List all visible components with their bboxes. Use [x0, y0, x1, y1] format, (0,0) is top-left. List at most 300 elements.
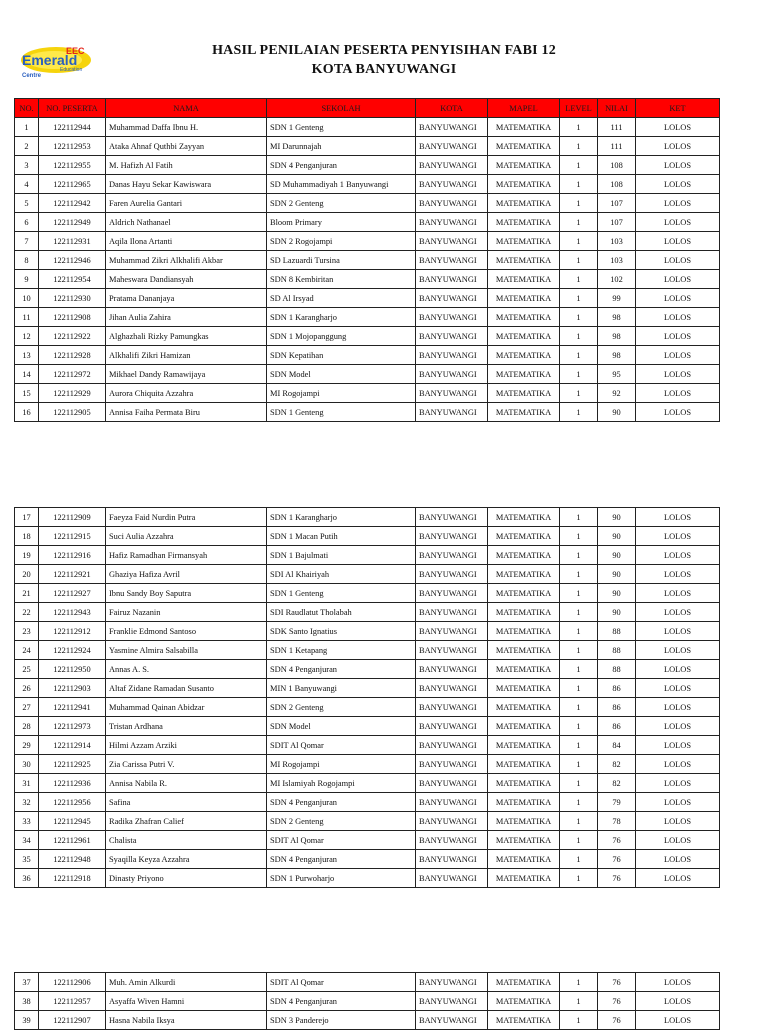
col-level-cell: 1 [560, 755, 598, 774]
col-level-cell: 1 [560, 194, 598, 213]
col-ket-cell: LOLOS [636, 717, 720, 736]
col-nama-header: NAMA [106, 99, 267, 118]
col-level-cell: 1 [560, 869, 598, 888]
col-no-cell: 7 [15, 232, 39, 251]
col-nama-cell: Jihan Aulia Zahira [106, 308, 267, 327]
col-mapel-cell: MATEMATIKA [488, 812, 560, 831]
col-sekolah-cell: SDI Raudlatut Tholabah [267, 603, 416, 622]
col-level-cell: 1 [560, 679, 598, 698]
col-nama-cell: Asyaffa Wiven Hamni [106, 992, 267, 1011]
col-no-peserta-cell: 122112924 [39, 641, 106, 660]
col-no-cell: 25 [15, 660, 39, 679]
col-kota-cell: BANYUWANGI [416, 660, 488, 679]
col-nilai-cell: 76 [598, 992, 636, 1011]
col-level-cell: 1 [560, 641, 598, 660]
col-no-cell: 35 [15, 850, 39, 869]
col-no-cell: 23 [15, 622, 39, 641]
table-row [15, 289, 720, 308]
col-nilai-cell: 103 [598, 232, 636, 251]
table-row [15, 698, 720, 717]
col-nama-cell: Annisa Nabila R. [106, 774, 267, 793]
col-no-peserta-cell: 122112972 [39, 365, 106, 384]
col-no-peserta-cell: 122112916 [39, 546, 106, 565]
col-nilai-cell: 111 [598, 137, 636, 156]
col-nama-cell: Ghaziya Hafiza Avril [106, 565, 267, 584]
col-nilai-header: NILAI [598, 99, 636, 118]
col-no-peserta-cell: 122112930 [39, 289, 106, 308]
col-no-peserta-cell: 122112928 [39, 346, 106, 365]
col-sekolah-cell: SDN 2 Genteng [267, 812, 416, 831]
col-level-cell: 1 [560, 365, 598, 384]
col-sekolah-cell: SDN 2 Rogojampi [267, 232, 416, 251]
table-row [15, 565, 720, 584]
col-ket-cell: LOLOS [636, 346, 720, 365]
col-ket-cell: LOLOS [636, 384, 720, 403]
logo-mark: EEC [66, 46, 85, 56]
col-ket-cell: LOLOS [636, 850, 720, 869]
col-nilai-cell: 107 [598, 213, 636, 232]
col-no-cell: 5 [15, 194, 39, 213]
col-no-peserta-cell: 122112950 [39, 660, 106, 679]
col-nama-cell: Alkhalifi Zikri Hamizan [106, 346, 267, 365]
col-nama-cell: Muhammad Daffa Ibnu H. [106, 118, 267, 137]
col-nilai-cell: 86 [598, 679, 636, 698]
col-no-peserta-cell: 122112944 [39, 118, 106, 137]
col-nama-cell: Chalista [106, 831, 267, 850]
col-kota-cell: BANYUWANGI [416, 973, 488, 992]
col-level-cell: 1 [560, 251, 598, 270]
col-mapel-cell: MATEMATIKA [488, 346, 560, 365]
col-mapel-cell: MATEMATIKA [488, 156, 560, 175]
table-row [15, 527, 720, 546]
col-kota-cell: BANYUWANGI [416, 603, 488, 622]
col-no-peserta-cell: 122112954 [39, 270, 106, 289]
table-row [15, 736, 720, 755]
col-ket-cell: LOLOS [636, 660, 720, 679]
col-mapel-cell: MATEMATIKA [488, 508, 560, 527]
col-nama-cell: Mikhael Dandy Ramawijaya [106, 365, 267, 384]
col-nama-cell: Tristan Ardhana [106, 717, 267, 736]
col-mapel-cell: MATEMATIKA [488, 660, 560, 679]
col-no-cell: 20 [15, 565, 39, 584]
col-no-peserta-cell: 122112953 [39, 137, 106, 156]
col-sekolah-cell: MI Darunnajah [267, 137, 416, 156]
col-nilai-cell: 90 [598, 565, 636, 584]
col-no-peserta-cell: 122112918 [39, 869, 106, 888]
col-nama-cell: Zia Carissa Putri V. [106, 755, 267, 774]
col-nilai-cell: 88 [598, 622, 636, 641]
col-nilai-cell: 90 [598, 546, 636, 565]
col-level-cell: 1 [560, 327, 598, 346]
col-kota-cell: BANYUWANGI [416, 137, 488, 156]
col-no-cell: 13 [15, 346, 39, 365]
col-ket-cell: LOLOS [636, 213, 720, 232]
col-mapel-cell: MATEMATIKA [488, 546, 560, 565]
table-row [15, 327, 720, 346]
table-row [15, 365, 720, 384]
col-sekolah-cell: SD Muhammadiyah 1 Banyuwangi [267, 175, 416, 194]
col-nilai-cell: 76 [598, 850, 636, 869]
col-ket-header: KET [636, 99, 720, 118]
col-kota-cell: BANYUWANGI [416, 869, 488, 888]
col-nama-cell: M. Hafizh Al Fatih [106, 156, 267, 175]
col-level-cell: 1 [560, 793, 598, 812]
col-no-peserta-cell: 122112906 [39, 973, 106, 992]
col-mapel-cell: MATEMATIKA [488, 270, 560, 289]
col-mapel-cell: MATEMATIKA [488, 622, 560, 641]
col-sekolah-cell: SDN 4 Penganjuran [267, 660, 416, 679]
logo-sub: Education [60, 67, 83, 73]
col-ket-cell: LOLOS [636, 698, 720, 717]
col-sekolah-cell: SDN 1 Genteng [267, 118, 416, 137]
table-row [15, 641, 720, 660]
col-nama-cell: Faeyza Faid Nurdin Putra [106, 508, 267, 527]
col-nilai-cell: 82 [598, 774, 636, 793]
col-mapel-cell: MATEMATIKA [488, 992, 560, 1011]
col-nama-cell: Annisa Faiha Permata Biru [106, 403, 267, 422]
col-mapel-cell: MATEMATIKA [488, 736, 560, 755]
col-kota-cell: BANYUWANGI [416, 118, 488, 137]
table-row [15, 774, 720, 793]
col-nilai-cell: 90 [598, 403, 636, 422]
col-sekolah-cell: SDN Kepatihan [267, 346, 416, 365]
col-nama-cell: Ataka Ahnaf Quthbi Zayyan [106, 137, 267, 156]
col-nilai-cell: 111 [598, 118, 636, 137]
table-row [15, 232, 720, 251]
col-no-peserta-cell: 122112965 [39, 175, 106, 194]
col-no-peserta-cell: 122112941 [39, 698, 106, 717]
col-kota-cell: BANYUWANGI [416, 812, 488, 831]
table-row [15, 992, 720, 1011]
col-kota-cell: BANYUWANGI [416, 755, 488, 774]
document-header [0, 0, 768, 98]
col-level-cell: 1 [560, 213, 598, 232]
col-sekolah-cell: SD Al Irsyad [267, 289, 416, 308]
col-ket-cell: LOLOS [636, 194, 720, 213]
col-kota-cell: BANYUWANGI [416, 508, 488, 527]
col-sekolah-cell: SDIT Al Qomar [267, 831, 416, 850]
col-level-cell: 1 [560, 831, 598, 850]
col-no-cell: 31 [15, 774, 39, 793]
table-row [15, 869, 720, 888]
col-sekolah-cell: SDN 1 Karangharjo [267, 508, 416, 527]
col-sekolah-cell: SDN 8 Kembiritan [267, 270, 416, 289]
col-ket-cell: LOLOS [636, 270, 720, 289]
col-sekolah-cell: MI Rogojampi [267, 384, 416, 403]
col-nama-cell: Aldrich Nathanael [106, 213, 267, 232]
results-table-3 [14, 972, 720, 1030]
table-row [15, 175, 720, 194]
col-level-cell: 1 [560, 270, 598, 289]
col-no-cell: 1 [15, 118, 39, 137]
col-kota-cell: BANYUWANGI [416, 308, 488, 327]
col-sekolah-cell: SDN 4 Penganjuran [267, 156, 416, 175]
col-no-cell: 2 [15, 137, 39, 156]
col-ket-cell: LOLOS [636, 831, 720, 850]
col-level-cell: 1 [560, 346, 598, 365]
col-no-peserta-cell: 122112907 [39, 1011, 106, 1030]
col-level-cell: 1 [560, 698, 598, 717]
col-sekolah-cell: SDN Model [267, 717, 416, 736]
results-table-1 [14, 98, 720, 422]
col-no-peserta-cell: 122112909 [39, 508, 106, 527]
col-ket-cell: LOLOS [636, 755, 720, 774]
col-mapel-cell: MATEMATIKA [488, 251, 560, 270]
table-row [15, 831, 720, 850]
col-sekolah-cell: SDK Santo Ignatius [267, 622, 416, 641]
table-row [15, 508, 720, 527]
col-nama-cell: Hafiz Ramadhan Firmansyah [106, 546, 267, 565]
col-no-peserta-cell: 122112922 [39, 327, 106, 346]
col-level-cell: 1 [560, 622, 598, 641]
col-level-cell: 1 [560, 992, 598, 1011]
col-no-cell: 39 [15, 1011, 39, 1030]
col-nama-cell: Altaf Zidane Ramadan Susanto [106, 679, 267, 698]
col-kota-cell: BANYUWANGI [416, 213, 488, 232]
col-no-cell: 33 [15, 812, 39, 831]
col-mapel-cell: MATEMATIKA [488, 175, 560, 194]
col-mapel-cell: MATEMATIKA [488, 793, 560, 812]
col-level-cell: 1 [560, 1011, 598, 1030]
col-no-cell: 19 [15, 546, 39, 565]
col-ket-cell: LOLOS [636, 232, 720, 251]
col-no-peserta-cell: 122112912 [39, 622, 106, 641]
results-table-2 [14, 507, 720, 888]
col-mapel-cell: MATEMATIKA [488, 527, 560, 546]
col-no-peserta-cell: 122112943 [39, 603, 106, 622]
col-no-peserta-cell: 122112905 [39, 403, 106, 422]
col-mapel-cell: MATEMATIKA [488, 365, 560, 384]
col-sekolah-cell: SDIT Al Qomar [267, 736, 416, 755]
col-kota-cell: BANYUWANGI [416, 251, 488, 270]
col-no-cell: 29 [15, 736, 39, 755]
col-sekolah-cell: MIN 1 Banyuwangi [267, 679, 416, 698]
col-ket-cell: LOLOS [636, 679, 720, 698]
col-ket-cell: LOLOS [636, 736, 720, 755]
col-mapel-cell: MATEMATIKA [488, 289, 560, 308]
col-ket-cell: LOLOS [636, 403, 720, 422]
col-sekolah-cell: SDIT Al Qomar [267, 973, 416, 992]
col-sekolah-cell: SDN 1 Ketapang [267, 641, 416, 660]
col-sekolah-cell: Bloom Primary [267, 213, 416, 232]
col-level-cell: 1 [560, 137, 598, 156]
col-no-peserta-cell: 122112903 [39, 679, 106, 698]
col-no-peserta-cell: 122112949 [39, 213, 106, 232]
col-nilai-cell: 90 [598, 508, 636, 527]
col-level-cell: 1 [560, 603, 598, 622]
col-nilai-cell: 84 [598, 736, 636, 755]
logo-centre: Centre [22, 73, 42, 79]
col-mapel-cell: MATEMATIKA [488, 308, 560, 327]
col-nama-cell: Danas Hayu Sekar Kawiswara [106, 175, 267, 194]
col-nilai-cell: 82 [598, 755, 636, 774]
col-ket-cell: LOLOS [636, 251, 720, 270]
col-kota-cell: BANYUWANGI [416, 622, 488, 641]
col-nama-cell: Annas A. S. [106, 660, 267, 679]
col-nilai-cell: 92 [598, 384, 636, 403]
col-ket-cell: LOLOS [636, 565, 720, 584]
col-sekolah-cell: SDN 2 Genteng [267, 194, 416, 213]
col-nilai-cell: 86 [598, 698, 636, 717]
col-sekolah-cell: SDI Al Khairiyah [267, 565, 416, 584]
col-nama-cell: Faren Aurelia Gantari [106, 194, 267, 213]
col-nama-cell: Fairuz Nazanin [106, 603, 267, 622]
table-row [15, 546, 720, 565]
col-ket-cell: LOLOS [636, 365, 720, 384]
col-no-cell: 15 [15, 384, 39, 403]
table-row [15, 137, 720, 156]
col-nama-cell: Syaqilla Keyza Azzahra [106, 850, 267, 869]
col-sekolah-cell: SD Lazuardi Tursina [267, 251, 416, 270]
col-no-cell: 21 [15, 584, 39, 603]
col-sekolah-cell: SDN 4 Penganjuran [267, 793, 416, 812]
col-no-cell: 27 [15, 698, 39, 717]
col-no-peserta-cell: 122112908 [39, 308, 106, 327]
col-ket-cell: LOLOS [636, 793, 720, 812]
col-kota-cell: BANYUWANGI [416, 384, 488, 403]
table-row [15, 622, 720, 641]
col-level-cell: 1 [560, 175, 598, 194]
col-no-peserta-cell: 122112973 [39, 717, 106, 736]
table-row [15, 384, 720, 403]
col-mapel-cell: MATEMATIKA [488, 698, 560, 717]
col-mapel-cell: MATEMATIKA [488, 327, 560, 346]
col-no-cell: 4 [15, 175, 39, 194]
col-no-header: NO. [15, 99, 39, 118]
col-mapel-cell: MATEMATIKA [488, 384, 560, 403]
col-kota-cell: BANYUWANGI [416, 365, 488, 384]
col-nama-cell: Hilmi Azzam Arziki [106, 736, 267, 755]
col-kota-cell: BANYUWANGI [416, 992, 488, 1011]
col-kota-cell: BANYUWANGI [416, 736, 488, 755]
col-no-peserta-cell: 122112946 [39, 251, 106, 270]
col-mapel-cell: MATEMATIKA [488, 869, 560, 888]
col-nilai-cell: 86 [598, 717, 636, 736]
col-mapel-cell: MATEMATIKA [488, 232, 560, 251]
col-no-cell: 22 [15, 603, 39, 622]
col-kota-cell: BANYUWANGI [416, 565, 488, 584]
col-ket-cell: LOLOS [636, 774, 720, 793]
col-level-cell: 1 [560, 774, 598, 793]
col-no-cell: 17 [15, 508, 39, 527]
col-ket-cell: LOLOS [636, 156, 720, 175]
col-no-peserta-cell: 122112925 [39, 755, 106, 774]
table-row [15, 308, 720, 327]
page-title: HASIL PENILAIAN PESERTA PENYISIHAN FABI 12 [212, 43, 556, 58]
col-no-peserta-cell: 122112914 [39, 736, 106, 755]
col-mapel-cell: MATEMATIKA [488, 213, 560, 232]
col-nilai-cell: 108 [598, 156, 636, 175]
col-mapel-cell: MATEMATIKA [488, 850, 560, 869]
col-kota-cell: BANYUWANGI [416, 850, 488, 869]
col-no-peserta-cell: 122112945 [39, 812, 106, 831]
col-no-peserta-cell: 122112927 [39, 584, 106, 603]
col-level-cell: 1 [560, 736, 598, 755]
table-row [15, 346, 720, 365]
col-no-peserta-cell: 122112931 [39, 232, 106, 251]
table-row [15, 973, 720, 992]
col-kota-cell: BANYUWANGI [416, 679, 488, 698]
col-mapel-cell: MATEMATIKA [488, 717, 560, 736]
table-row [15, 679, 720, 698]
col-no-cell: 26 [15, 679, 39, 698]
col-nilai-cell: 107 [598, 194, 636, 213]
col-no-peserta-cell: 122112921 [39, 565, 106, 584]
col-nilai-cell: 88 [598, 660, 636, 679]
col-no-peserta-cell: 122112929 [39, 384, 106, 403]
col-mapel-cell: MATEMATIKA [488, 641, 560, 660]
col-nilai-cell: 98 [598, 346, 636, 365]
col-no-cell: 37 [15, 973, 39, 992]
col-kota-cell: BANYUWANGI [416, 270, 488, 289]
col-sekolah-cell: SDN 1 Genteng [267, 584, 416, 603]
col-sekolah-cell: SDN 3 Panderejo [267, 1011, 416, 1030]
col-level-cell: 1 [560, 384, 598, 403]
col-sekolah-cell: SDN 4 Penganjuran [267, 850, 416, 869]
col-nilai-cell: 88 [598, 641, 636, 660]
col-level-cell: 1 [560, 546, 598, 565]
table-row [15, 403, 720, 422]
col-no-peserta-header: NO. PESERTA [39, 99, 106, 118]
col-ket-cell: LOLOS [636, 527, 720, 546]
col-nama-cell: Safina [106, 793, 267, 812]
col-kota-cell: BANYUWANGI [416, 698, 488, 717]
col-nama-cell: Dinasty Priyono [106, 869, 267, 888]
col-level-cell: 1 [560, 584, 598, 603]
col-level-cell: 1 [560, 660, 598, 679]
col-sekolah-cell: SDN 1 Mojopanggung [267, 327, 416, 346]
col-nama-cell: Ibnu Sandy Boy Saputra [106, 584, 267, 603]
col-kota-cell: BANYUWANGI [416, 584, 488, 603]
col-sekolah-cell: SDN 1 Genteng [267, 403, 416, 422]
col-no-peserta-cell: 122112955 [39, 156, 106, 175]
col-level-cell: 1 [560, 527, 598, 546]
col-sekolah-cell: SDN 4 Penganjuran [267, 992, 416, 1011]
col-no-cell: 11 [15, 308, 39, 327]
col-ket-cell: LOLOS [636, 1011, 720, 1030]
col-kota-cell: BANYUWANGI [416, 346, 488, 365]
col-no-peserta-cell: 122112961 [39, 831, 106, 850]
col-mapel-cell: MATEMATIKA [488, 603, 560, 622]
col-mapel-cell: MATEMATIKA [488, 565, 560, 584]
col-mapel-cell: MATEMATIKA [488, 137, 560, 156]
col-no-cell: 14 [15, 365, 39, 384]
col-nama-cell: Yasmine Almira Salsabilla [106, 641, 267, 660]
col-kota-cell: BANYUWANGI [416, 403, 488, 422]
table-header-row [15, 99, 720, 118]
col-nilai-cell: 79 [598, 793, 636, 812]
col-ket-cell: LOLOS [636, 137, 720, 156]
col-mapel-cell: MATEMATIKA [488, 774, 560, 793]
col-level-header: LEVEL [560, 99, 598, 118]
col-nama-cell: Muh. Amin Alkurdi [106, 973, 267, 992]
table-row [15, 213, 720, 232]
col-mapel-cell: MATEMATIKA [488, 1011, 560, 1030]
col-kota-cell: BANYUWANGI [416, 175, 488, 194]
col-level-cell: 1 [560, 289, 598, 308]
table-row [15, 660, 720, 679]
col-ket-cell: LOLOS [636, 175, 720, 194]
col-sekolah-header: SEKOLAH [267, 99, 416, 118]
col-ket-cell: LOLOS [636, 973, 720, 992]
col-level-cell: 1 [560, 308, 598, 327]
col-kota-cell: BANYUWANGI [416, 289, 488, 308]
col-nilai-cell: 76 [598, 831, 636, 850]
col-nama-cell: Muhammad Qainan Abidzar [106, 698, 267, 717]
col-ket-cell: LOLOS [636, 289, 720, 308]
table-row [15, 603, 720, 622]
col-kota-cell: BANYUWANGI [416, 327, 488, 346]
